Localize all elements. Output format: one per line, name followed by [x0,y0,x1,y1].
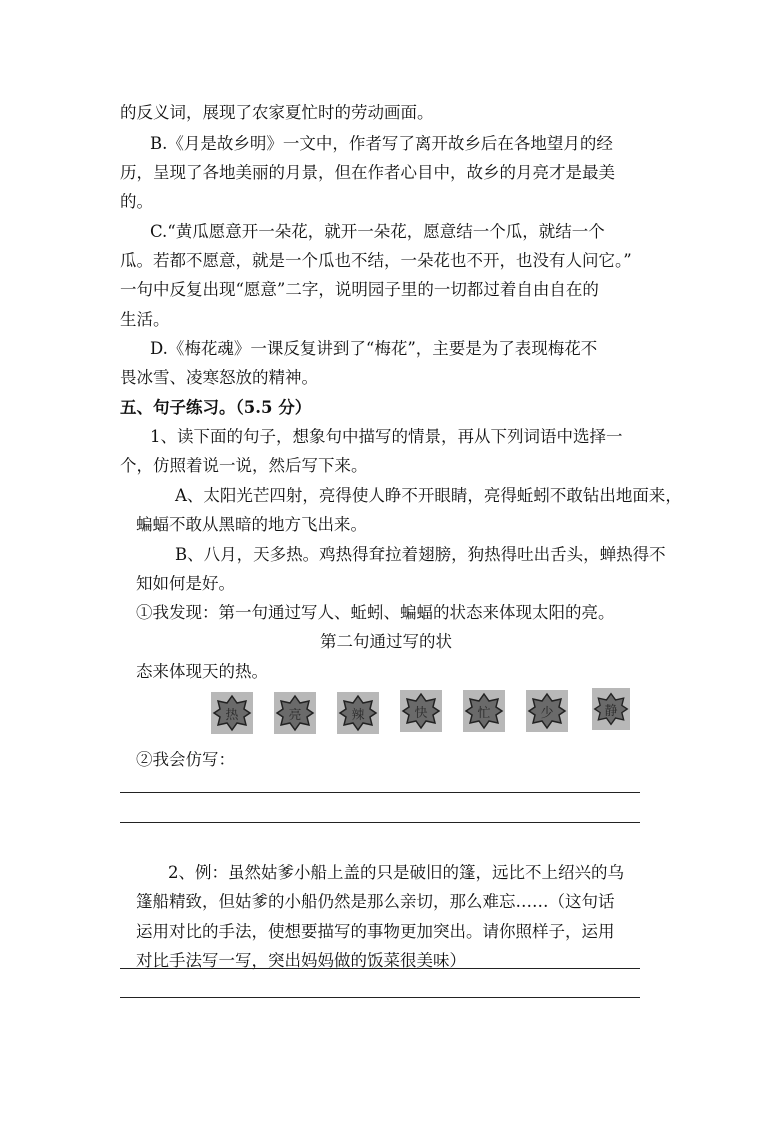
text-line: 一句中反复出现“愿意”二字，说明园子里的一切都过着自由自在的 [120,280,599,299]
text-line: 历，呈现了各地美丽的月景，但在作者心目中，故乡的月亮才是最美 [120,163,615,182]
word-tile [463,690,505,732]
word-tile [274,692,316,734]
question-1-line: 1、读下面的句子，想象句中描写的情景，再从下列词语中选择一 [150,427,623,446]
imitate-prompt: ②我会仿写： [136,750,235,769]
tile-word: 辣 [351,707,365,723]
word-tile [211,692,253,734]
tile-word: 少 [540,705,554,721]
option-b-line: B.《月是故乡明》一文中，作者写了离开故乡后在各地望月的经 [150,134,613,153]
text-line: 畏冰雪、凌寒怒放的精神。 [120,368,318,387]
text-line: 的。 [120,192,153,211]
tile-word: 静 [604,703,618,719]
text-line: 运用对比的手法，使想要描写的事物更加突出。请你照样子，运用 [136,922,615,941]
sentence-b-line: B、八月，天多热。鸡热得耷拉着翅膀，狗热得吐出舌头，蝉热得不 [175,545,666,564]
tile-word: 忙 [477,705,491,721]
tile-word: 热 [225,707,239,723]
discovery-line-2: 第二句通过写的状 [320,632,452,651]
text-line: 对比手法写一写，突出妈妈做的饭菜很美味） [136,951,466,970]
word-tile [400,690,442,732]
text-line: 知如何是好。 [136,574,235,593]
text-line: 生活。 [120,310,170,329]
discovery-line: ①我发现：第一句通过写人、蚯蚓、蝙蝠的状态来体现太阳的亮。 [136,603,615,622]
question-2-line: 2、例：虽然姑爹小船上盖的只是破旧的篷，远比不上绍兴的乌 [168,863,624,882]
sentence-a-line: A、太阳光芒四射，亮得使人睁不开眼睛，亮得蚯蚓不敢钻出地面来， [175,486,682,505]
answer-line[interactable] [120,822,640,823]
word-tile [526,690,568,732]
text-line: 个，仿照着说一说，然后写下来。 [120,456,368,475]
answer-line[interactable] [120,792,640,793]
text-line: 瓜。若都不愿意，就是一个瓜也不结，一朵花也不开，也没有人问它。” [120,251,632,270]
section-heading: 五、句子练习。（5.5 分） [120,398,312,417]
tile-word: 快 [414,705,428,721]
tile-word: 亮 [288,707,302,723]
answer-line[interactable] [120,997,640,998]
option-c-line: C.“黄瓜愿意开一朵花，就开一朵花，愿意结一个瓜，就结一个 [150,222,605,241]
word-tile [592,688,630,730]
answer-line[interactable] [120,968,640,969]
text-line: 篷船精致，但姑爹的小船仍然是那么亲切，那么难忘……（这句话 [136,892,615,911]
option-d-line: D.《梅花魂》一课反复讲到了“梅花”，主要是为了表现梅花不 [150,339,598,358]
text-line: 的反义词，展现了农家夏忙时的劳动画面。 [120,103,434,122]
word-tile [337,692,379,734]
text-line: 蝙蝠不敢从黑暗的地方飞出来。 [136,515,367,534]
text-line: 态来体现天的热。 [136,662,268,681]
